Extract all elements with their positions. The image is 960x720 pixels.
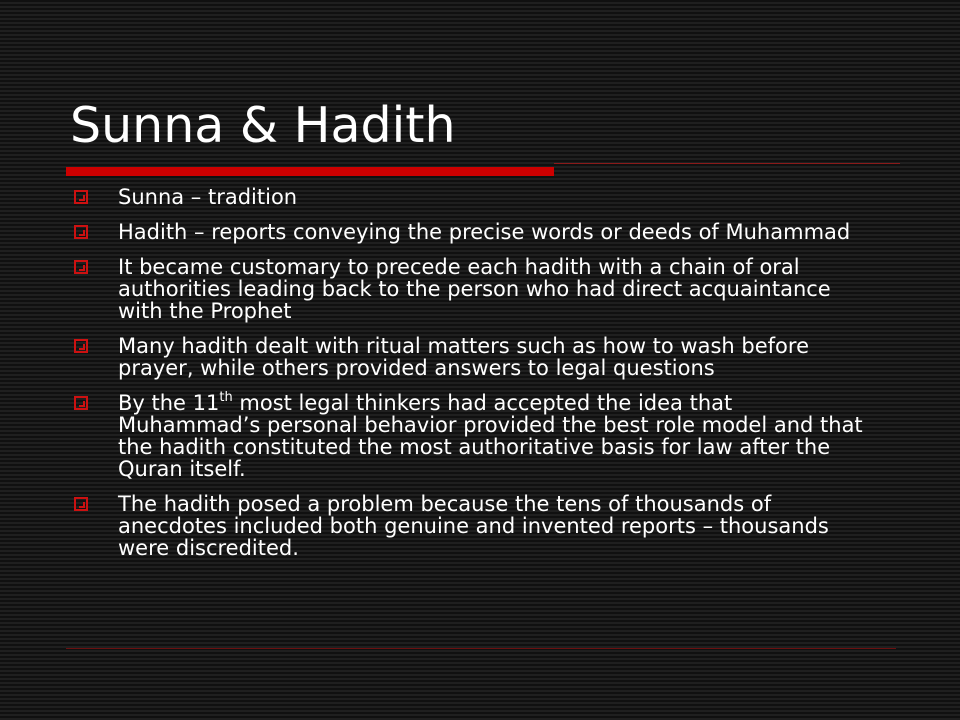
- title-underline-rule: [554, 163, 900, 164]
- bullet-text-part: most legal thinkers had accepted the idea that Muhammad’s personal behavior provided the best role model and that the hadith constituted the most authoritative basis for law after the Quran itself.: [118, 391, 863, 481]
- bullet-text-part: By the 11: [118, 391, 220, 415]
- bullet-text: It became customary to precede each hadith with a chain of oral authorities leading back to the person who had direct acquaintance with the Prophet: [118, 255, 831, 323]
- list-item: [74, 335, 874, 379]
- list-item: [74, 186, 874, 208]
- title-underline-accent: [66, 167, 554, 176]
- list-item: [74, 221, 874, 243]
- bullet-text: The hadith posed a problem because the tens of thousands of anecdotes included both genuine and invented reports – thousands were discredited.: [118, 492, 829, 560]
- slide-title: Sunna & Hadith: [70, 97, 456, 154]
- list-item: [74, 392, 874, 480]
- square-bullet-icon: [74, 190, 88, 204]
- list-item: [74, 256, 874, 322]
- list-item: [74, 493, 874, 559]
- square-bullet-icon: [74, 497, 88, 511]
- bullet-text: [118, 391, 863, 481]
- ordinal-suffix: th: [219, 390, 233, 405]
- square-bullet-icon: [74, 396, 88, 410]
- square-bullet-icon: [74, 339, 88, 353]
- bullet-list: [74, 186, 874, 572]
- bullet-text: Hadith – reports conveying the precise words or deeds of Muhammad: [118, 220, 851, 244]
- square-bullet-icon: [74, 225, 88, 239]
- bullet-text: Many hadith dealt with ritual matters such as how to wash before prayer, while others provided answers to legal questions: [118, 334, 809, 380]
- bullet-text: Sunna – tradition: [118, 185, 298, 209]
- square-bullet-icon: [74, 260, 88, 274]
- footer-rule: [66, 648, 896, 649]
